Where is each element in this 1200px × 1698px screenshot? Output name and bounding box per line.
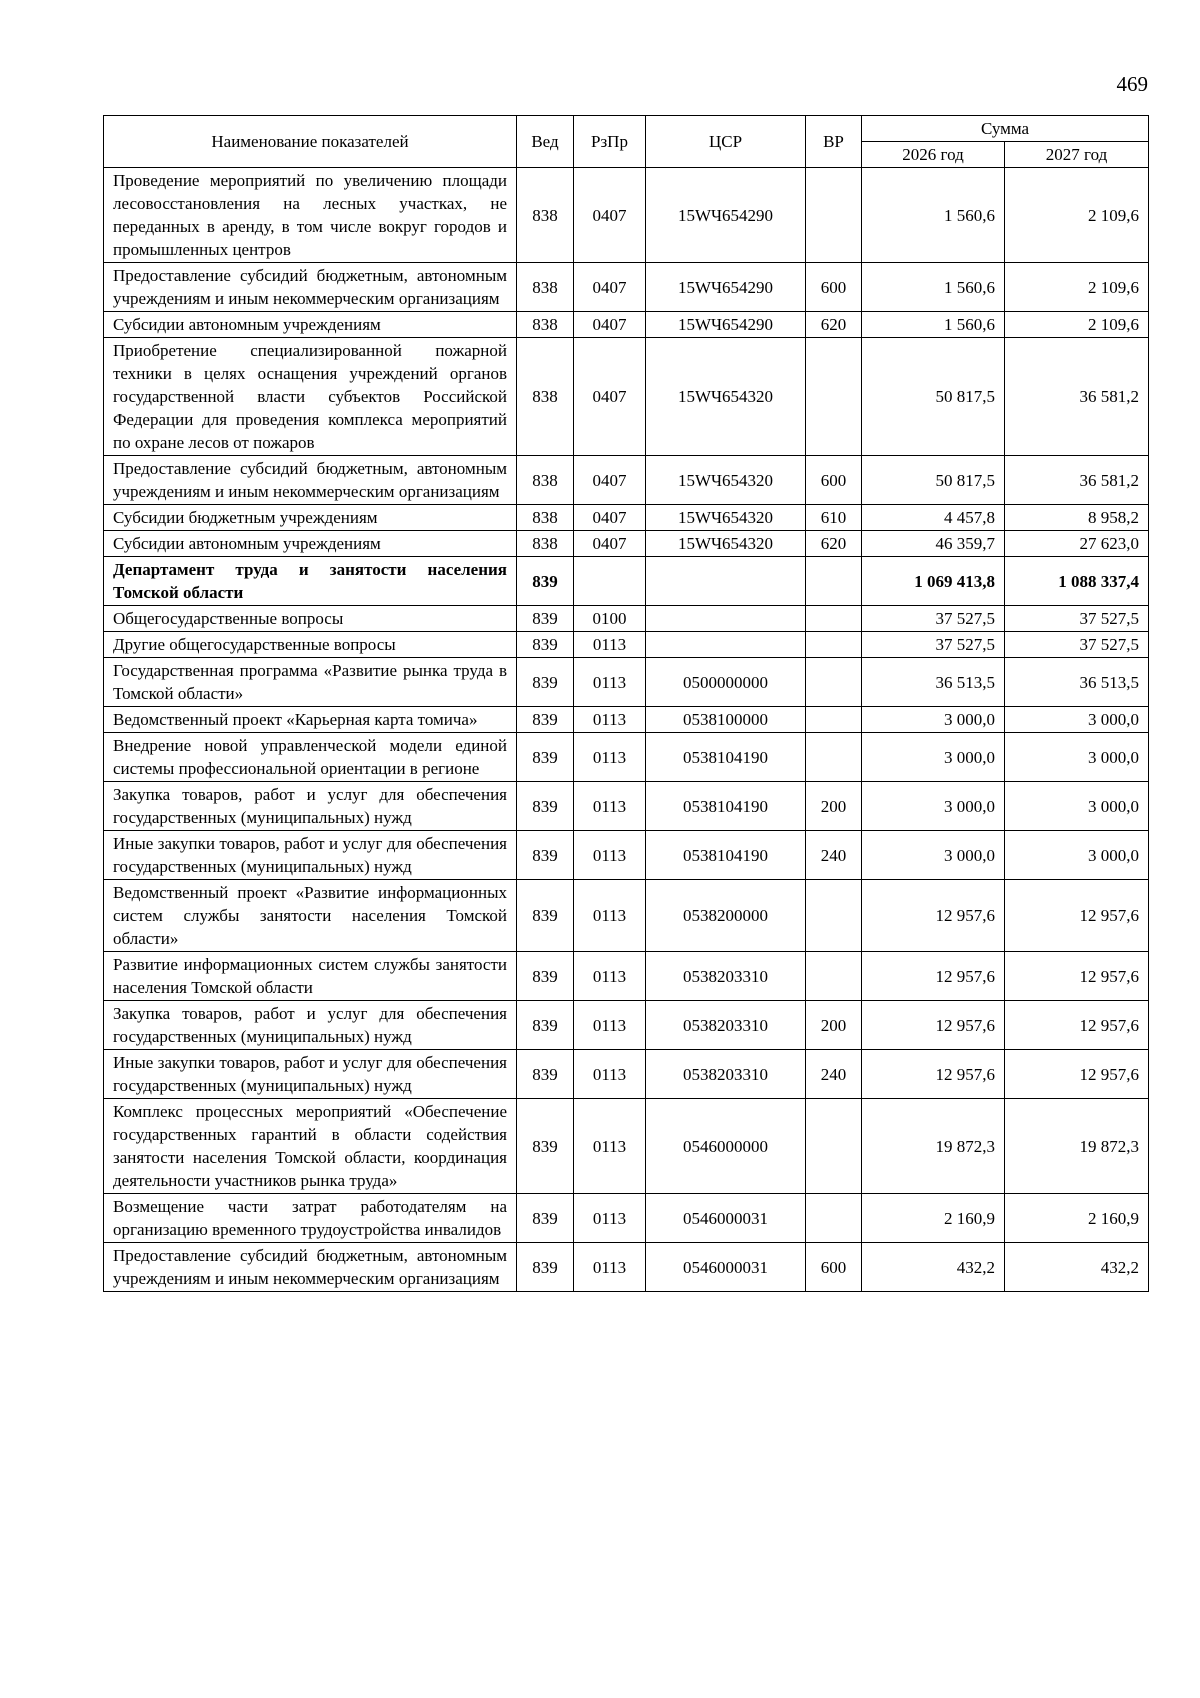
cell-2027: 1 088 337,4 — [1005, 557, 1149, 606]
header-rzpr: РзПр — [574, 116, 646, 168]
cell-2027: 36 581,2 — [1005, 456, 1149, 505]
cell-name: Комплекс процессных мероприятий «Обеспечение государственных гарантий в области содействия занятости населения Томской области, координация деятельности участников рынка труда» — [104, 1099, 517, 1194]
cell-2026: 50 817,5 — [862, 338, 1005, 456]
cell-ved: 839 — [517, 782, 574, 831]
cell-ved: 839 — [517, 1050, 574, 1099]
cell-2026: 4 457,8 — [862, 505, 1005, 531]
cell-name: Субсидии бюджетным учреждениям — [104, 505, 517, 531]
cell-name: Проведение мероприятий по увеличению площади лесовосстановления на лесных участках, не переданных в аренду, в том числе вокруг городов и промышленных центров — [104, 168, 517, 263]
table-row — [104, 168, 1149, 263]
budget-table — [103, 115, 1149, 1292]
cell-2026: 12 957,6 — [862, 1001, 1005, 1050]
cell-csr: 0538200000 — [646, 880, 806, 952]
cell-vr — [806, 1194, 862, 1243]
cell-ved: 839 — [517, 1001, 574, 1050]
header-2027: 2027 год — [1005, 142, 1149, 168]
cell-ved: 838 — [517, 505, 574, 531]
cell-name: Иные закупки товаров, работ и услуг для обеспечения государственных (муниципальных) нужд — [104, 831, 517, 880]
cell-vr: 200 — [806, 1001, 862, 1050]
cell-vr — [806, 658, 862, 707]
cell-ved: 838 — [517, 456, 574, 505]
cell-rzpr: 0113 — [574, 707, 646, 733]
cell-rzpr: 0407 — [574, 338, 646, 456]
cell-2027: 37 527,5 — [1005, 606, 1149, 632]
cell-name: Закупка товаров, работ и услуг для обеспечения государственных (муниципальных) нужд — [104, 782, 517, 831]
cell-ved: 838 — [517, 168, 574, 263]
cell-rzpr — [574, 557, 646, 606]
cell-2026: 50 817,5 — [862, 456, 1005, 505]
cell-name: Департамент труда и занятости населения Томской области — [104, 557, 517, 606]
table-row — [104, 1099, 1149, 1194]
cell-rzpr: 0407 — [574, 263, 646, 312]
cell-csr: 15WЧ654290 — [646, 263, 806, 312]
cell-csr: 15WЧ654290 — [646, 168, 806, 263]
cell-vr — [806, 880, 862, 952]
cell-vr — [806, 338, 862, 456]
cell-csr — [646, 557, 806, 606]
cell-csr — [646, 606, 806, 632]
table-row — [104, 782, 1149, 831]
cell-2027: 432,2 — [1005, 1243, 1149, 1292]
table-row — [104, 733, 1149, 782]
cell-2027: 2 160,9 — [1005, 1194, 1149, 1243]
table-row — [104, 338, 1149, 456]
cell-name: Предоставление субсидий бюджетным, автономным учреждениям и иным некоммерческим организациям — [104, 1243, 517, 1292]
cell-ved: 839 — [517, 880, 574, 952]
cell-2027: 3 000,0 — [1005, 707, 1149, 733]
table-row — [104, 658, 1149, 707]
cell-rzpr: 0113 — [574, 1243, 646, 1292]
cell-name: Внедрение новой управленческой модели единой системы профессиональной ориентации в регионе — [104, 733, 517, 782]
cell-rzpr: 0113 — [574, 632, 646, 658]
cell-csr: 0538100000 — [646, 707, 806, 733]
table-row — [104, 606, 1149, 632]
table-row — [104, 312, 1149, 338]
cell-rzpr: 0113 — [574, 658, 646, 707]
cell-name: Иные закупки товаров, работ и услуг для обеспечения государственных (муниципальных) нужд — [104, 1050, 517, 1099]
cell-csr: 0500000000 — [646, 658, 806, 707]
cell-2027: 36 581,2 — [1005, 338, 1149, 456]
cell-2026: 2 160,9 — [862, 1194, 1005, 1243]
table-row — [104, 263, 1149, 312]
cell-ved: 839 — [517, 606, 574, 632]
cell-csr: 15WЧ654320 — [646, 338, 806, 456]
cell-2026: 3 000,0 — [862, 733, 1005, 782]
cell-ved: 839 — [517, 707, 574, 733]
cell-rzpr: 0113 — [574, 1194, 646, 1243]
cell-vr — [806, 606, 862, 632]
cell-name: Закупка товаров, работ и услуг для обеспечения государственных (муниципальных) нужд — [104, 1001, 517, 1050]
cell-2027: 12 957,6 — [1005, 1050, 1149, 1099]
cell-rzpr: 0113 — [574, 1099, 646, 1194]
table-row — [104, 531, 1149, 557]
cell-rzpr: 0113 — [574, 880, 646, 952]
cell-rzpr: 0407 — [574, 312, 646, 338]
cell-ved: 839 — [517, 632, 574, 658]
cell-rzpr: 0113 — [574, 952, 646, 1001]
cell-rzpr: 0407 — [574, 456, 646, 505]
cell-csr: 0546000031 — [646, 1243, 806, 1292]
cell-name: Возмещение части затрат работодателям на организацию временного трудоустройства инвалидов — [104, 1194, 517, 1243]
cell-name: Ведомственный проект «Карьерная карта томича» — [104, 707, 517, 733]
cell-name: Предоставление субсидий бюджетным, автономным учреждениям и иным некоммерческим организациям — [104, 456, 517, 505]
cell-ved: 839 — [517, 1099, 574, 1194]
table-row — [104, 1050, 1149, 1099]
table-row — [104, 632, 1149, 658]
cell-ved: 839 — [517, 658, 574, 707]
cell-name: Приобретение специализированной пожарной техники в целях оснащения учреждений органов государственной власти субъектов Российской Федерации для проведения комплекса мероприятий по охране лесов от пожаров — [104, 338, 517, 456]
cell-2027: 3 000,0 — [1005, 733, 1149, 782]
table-body — [104, 168, 1149, 1292]
cell-vr — [806, 733, 862, 782]
cell-csr: 0546000000 — [646, 1099, 806, 1194]
cell-csr: 0538104190 — [646, 782, 806, 831]
table-row — [104, 456, 1149, 505]
cell-vr: 610 — [806, 505, 862, 531]
cell-vr: 200 — [806, 782, 862, 831]
cell-csr — [646, 632, 806, 658]
cell-rzpr: 0113 — [574, 733, 646, 782]
cell-2027: 2 109,6 — [1005, 263, 1149, 312]
cell-ved: 838 — [517, 312, 574, 338]
table-row — [104, 1243, 1149, 1292]
cell-ved: 838 — [517, 263, 574, 312]
cell-2027: 12 957,6 — [1005, 952, 1149, 1001]
cell-csr: 0538104190 — [646, 733, 806, 782]
cell-2026: 12 957,6 — [862, 952, 1005, 1001]
cell-csr: 15WЧ654290 — [646, 312, 806, 338]
cell-2026: 46 359,7 — [862, 531, 1005, 557]
header-row — [104, 116, 1149, 142]
cell-name: Субсидии автономным учреждениям — [104, 531, 517, 557]
cell-2027: 36 513,5 — [1005, 658, 1149, 707]
header-2026: 2026 год — [862, 142, 1005, 168]
page-number: 469 — [1116, 72, 1148, 96]
cell-2026: 19 872,3 — [862, 1099, 1005, 1194]
cell-vr — [806, 557, 862, 606]
cell-name: Предоставление субсидий бюджетным, автономным учреждениям и иным некоммерческим организациям — [104, 263, 517, 312]
cell-csr: 0538104190 — [646, 831, 806, 880]
cell-2027: 8 958,2 — [1005, 505, 1149, 531]
cell-2026: 37 527,5 — [862, 606, 1005, 632]
cell-rzpr: 0113 — [574, 782, 646, 831]
cell-vr: 620 — [806, 531, 862, 557]
cell-rzpr: 0100 — [574, 606, 646, 632]
cell-rzpr: 0113 — [574, 1050, 646, 1099]
cell-rzpr: 0113 — [574, 831, 646, 880]
cell-2026: 432,2 — [862, 1243, 1005, 1292]
cell-2026: 1 560,6 — [862, 312, 1005, 338]
cell-2027: 37 527,5 — [1005, 632, 1149, 658]
cell-2027: 19 872,3 — [1005, 1099, 1149, 1194]
cell-name: Субсидии автономным учреждениям — [104, 312, 517, 338]
cell-2026: 1 560,6 — [862, 168, 1005, 263]
table-row — [104, 707, 1149, 733]
cell-2027: 2 109,6 — [1005, 168, 1149, 263]
cell-2026: 37 527,5 — [862, 632, 1005, 658]
cell-2026: 12 957,6 — [862, 880, 1005, 952]
cell-2026: 3 000,0 — [862, 707, 1005, 733]
header-ved: Вед — [517, 116, 574, 168]
table-row — [104, 952, 1149, 1001]
cell-csr: 15WЧ654320 — [646, 456, 806, 505]
cell-name: Другие общегосударственные вопросы — [104, 632, 517, 658]
cell-vr — [806, 707, 862, 733]
cell-2026: 1 560,6 — [862, 263, 1005, 312]
cell-vr: 600 — [806, 1243, 862, 1292]
cell-vr: 600 — [806, 456, 862, 505]
cell-2027: 12 957,6 — [1005, 1001, 1149, 1050]
cell-vr: 240 — [806, 831, 862, 880]
cell-ved: 838 — [517, 531, 574, 557]
cell-2027: 3 000,0 — [1005, 782, 1149, 831]
cell-name: Общегосударственные вопросы — [104, 606, 517, 632]
table-row — [104, 557, 1149, 606]
table-row — [104, 505, 1149, 531]
cell-2026: 1 069 413,8 — [862, 557, 1005, 606]
cell-vr — [806, 168, 862, 263]
cell-rzpr: 0407 — [574, 168, 646, 263]
cell-rzpr: 0113 — [574, 1001, 646, 1050]
table-row — [104, 1194, 1149, 1243]
cell-name: Государственная программа «Развитие рынка труда в Томской области» — [104, 658, 517, 707]
table-row — [104, 880, 1149, 952]
cell-name: Развитие информационных систем службы занятости населения Томской области — [104, 952, 517, 1001]
cell-name: Ведомственный проект «Развитие информационных систем службы занятости населения Томской области» — [104, 880, 517, 952]
cell-ved: 839 — [517, 557, 574, 606]
cell-vr — [806, 632, 862, 658]
cell-csr: 0538203310 — [646, 1001, 806, 1050]
header-sum: Сумма — [862, 116, 1149, 142]
cell-ved: 838 — [517, 338, 574, 456]
cell-2026: 3 000,0 — [862, 782, 1005, 831]
cell-csr: 0538203310 — [646, 1050, 806, 1099]
cell-vr: 240 — [806, 1050, 862, 1099]
table-row — [104, 1001, 1149, 1050]
cell-ved: 839 — [517, 1243, 574, 1292]
table-row — [104, 831, 1149, 880]
cell-vr: 620 — [806, 312, 862, 338]
cell-vr — [806, 1099, 862, 1194]
cell-ved: 839 — [517, 1194, 574, 1243]
cell-2027: 27 623,0 — [1005, 531, 1149, 557]
cell-2027: 2 109,6 — [1005, 312, 1149, 338]
cell-csr: 0538203310 — [646, 952, 806, 1001]
header-vr: ВР — [806, 116, 862, 168]
header-csr: ЦСР — [646, 116, 806, 168]
cell-ved: 839 — [517, 733, 574, 782]
cell-rzpr: 0407 — [574, 505, 646, 531]
cell-vr — [806, 952, 862, 1001]
cell-ved: 839 — [517, 952, 574, 1001]
cell-vr: 600 — [806, 263, 862, 312]
cell-csr: 15WЧ654320 — [646, 531, 806, 557]
cell-2027: 3 000,0 — [1005, 831, 1149, 880]
cell-2026: 3 000,0 — [862, 831, 1005, 880]
cell-2026: 12 957,6 — [862, 1050, 1005, 1099]
cell-csr: 15WЧ654320 — [646, 505, 806, 531]
cell-ved: 839 — [517, 831, 574, 880]
cell-csr: 0546000031 — [646, 1194, 806, 1243]
cell-2027: 12 957,6 — [1005, 880, 1149, 952]
cell-2026: 36 513,5 — [862, 658, 1005, 707]
header-name: Наименование показателей — [104, 116, 517, 168]
cell-rzpr: 0407 — [574, 531, 646, 557]
